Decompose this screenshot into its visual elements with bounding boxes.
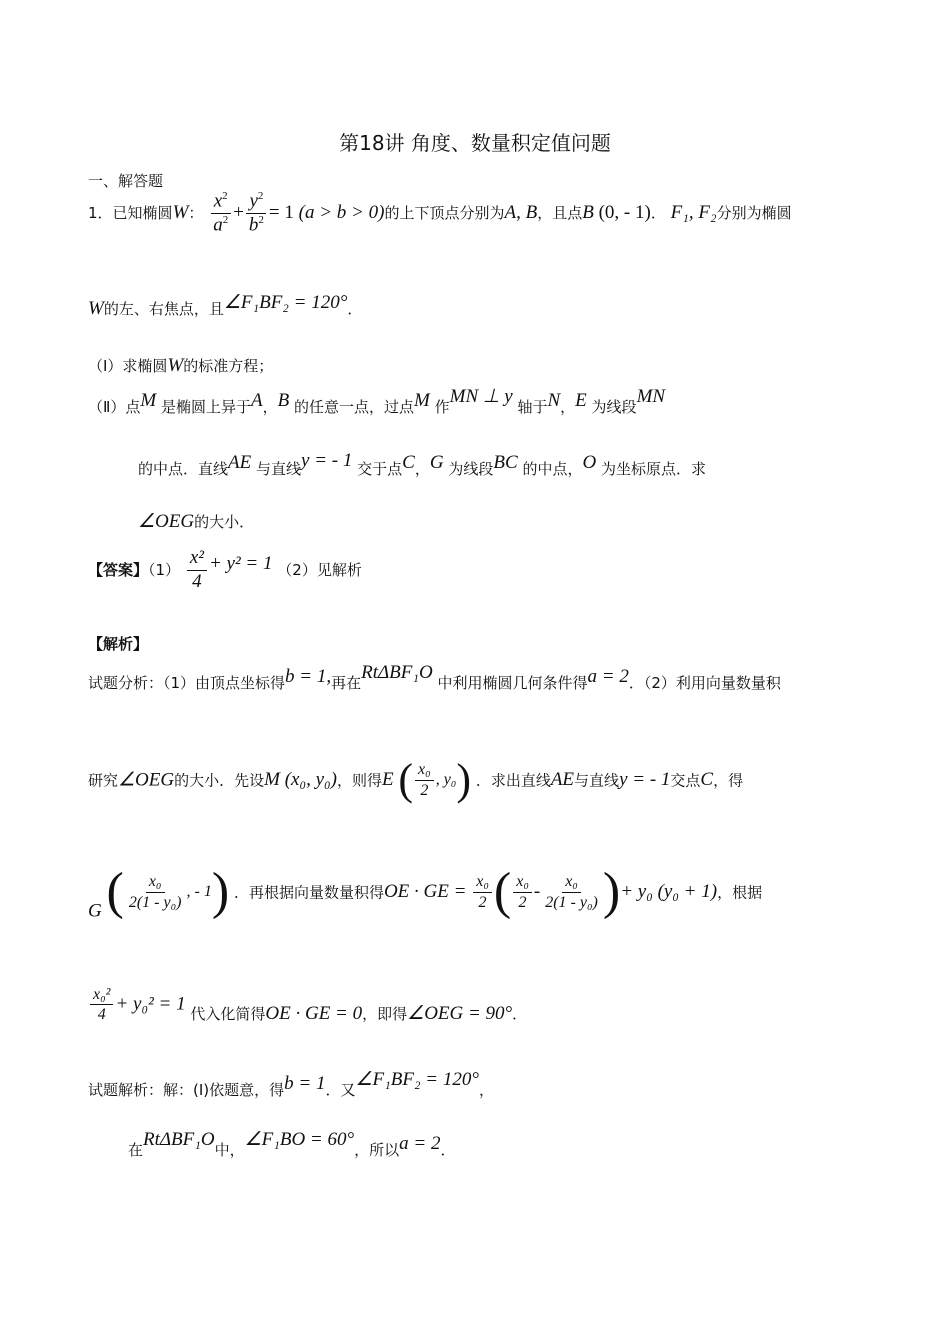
answer-equation: + y² = 1 bbox=[208, 552, 273, 574]
answer-line bbox=[88, 547, 362, 594]
math-AB: A, B bbox=[504, 202, 538, 224]
answer-text: （1） bbox=[148, 560, 181, 579]
analysis-text: 代入化简得 bbox=[190, 1005, 266, 1024]
frac-G-x: $\frac{\text{x₀}}{\text{2(1 - y₀)}}$ bbox=[128, 873, 182, 911]
frac-x0-over-2: $\frac{\text{x₀}}{2}$ bbox=[415, 760, 434, 799]
math-G: G bbox=[429, 452, 444, 473]
question-text: 为线段 bbox=[591, 398, 637, 416]
analysis-line-1 bbox=[88, 662, 781, 694]
math-B: B bbox=[277, 390, 290, 411]
problem-text: 的左、右焦点，且 bbox=[103, 300, 224, 318]
math-M: M bbox=[140, 390, 157, 411]
ellipse-frac-y: $\frac{y^2}{b^2}$ bbox=[246, 190, 267, 237]
analysis-text: 与直线 bbox=[574, 771, 620, 790]
math-MN: MN bbox=[636, 386, 666, 407]
math-angle-120: ∠F₁BF₂ = 120° bbox=[355, 1069, 479, 1090]
colon: ： bbox=[188, 204, 204, 223]
frac-x0sq-over-4: $\frac{\text{x₀²}}{4}$ bbox=[90, 985, 113, 1024]
question-text: 与直线 bbox=[256, 460, 302, 478]
analysis-line-6 bbox=[128, 1129, 456, 1161]
question-text: ， bbox=[560, 398, 576, 416]
math-M: M bbox=[414, 390, 430, 411]
math-angle-90: ∠OEG = 90° bbox=[407, 1003, 513, 1025]
question-text: ， bbox=[262, 398, 278, 416]
math-N: N bbox=[547, 390, 561, 411]
question-text: 的标准方程； bbox=[183, 357, 274, 375]
analysis-text: ．再根据向量数量积得 bbox=[233, 883, 384, 902]
math-B-coord: (0, - 1) bbox=[598, 202, 651, 224]
math-angle: ∠F₁BF₂ = 120° bbox=[223, 292, 348, 313]
math-y0: , y₀ bbox=[435, 771, 457, 788]
question-text: 是椭圆上异于 bbox=[161, 398, 252, 416]
question-text: 的中点， bbox=[522, 460, 583, 478]
analysis-text: ， bbox=[478, 1081, 494, 1099]
problem-text: 分别为椭圆 bbox=[716, 204, 792, 223]
question-text: 的中点．直线 bbox=[138, 460, 229, 478]
analysis-text: ． bbox=[512, 1005, 528, 1024]
frac-x0-over-2b: $\frac{\text{x₀}}{2}$ bbox=[513, 872, 532, 911]
math-b-eq-1: b = 1 bbox=[284, 1073, 326, 1094]
math-angle-OEG: ∠OEG bbox=[138, 511, 195, 532]
ellipse-condition: (a > b > 0) bbox=[298, 202, 385, 224]
math-neg1: , - 1 bbox=[186, 883, 212, 900]
question-2-line-1 bbox=[88, 386, 666, 418]
math-BC: BC bbox=[493, 452, 518, 473]
question-text: 的任意一点，过点 bbox=[294, 398, 415, 416]
math-y0sq: + y₀² = 1 bbox=[115, 993, 186, 1015]
answer-label: 【答案】 bbox=[88, 560, 149, 579]
analysis-text: ．求出直线 bbox=[475, 771, 551, 790]
question-text: 为坐标原点．求 bbox=[601, 460, 707, 478]
math-E: E bbox=[381, 769, 394, 790]
math-dot-product: OE · GE = bbox=[383, 881, 467, 902]
math-y-eq-neg1: y = - 1 bbox=[301, 450, 353, 471]
right-paren: ) bbox=[602, 863, 621, 920]
question-text: 为线段 bbox=[448, 460, 494, 478]
ellipse-frac-x: $\frac{x^2}{a^2}$ bbox=[210, 190, 231, 237]
analysis-line-5 bbox=[88, 1069, 494, 1101]
math-G: G bbox=[88, 900, 102, 922]
math-A: A bbox=[251, 390, 263, 411]
analysis-text: ，即得 bbox=[362, 1005, 408, 1024]
math-angle-OEG: ∠OEG bbox=[118, 769, 175, 791]
math-O: O bbox=[582, 452, 597, 473]
math-AE: AE bbox=[228, 452, 252, 473]
problem-text: ． bbox=[347, 300, 363, 318]
analysis-text: 的大小．先设 bbox=[174, 771, 265, 790]
left-paren: ( bbox=[398, 755, 414, 804]
math-y-eq-neg1: y = - 1 bbox=[619, 769, 671, 790]
answer-frac: $\frac{\text{x²}}{4}$ bbox=[187, 547, 207, 594]
section-heading: 一、解答题 bbox=[88, 172, 164, 190]
math-triangle: RtΔBF₁O bbox=[361, 662, 433, 683]
page-title: 第18讲 角度、数量积定值问题 bbox=[339, 131, 611, 155]
question-2-line-2 bbox=[138, 450, 707, 480]
math-dot-zero: OE · GE = 0 bbox=[265, 1003, 363, 1025]
analysis-text: 研究 bbox=[88, 771, 119, 790]
answer-text: （2）见解析 bbox=[277, 560, 362, 579]
left-paren: ( bbox=[493, 863, 512, 920]
question-text: （Ⅱ）点 bbox=[88, 398, 141, 416]
math-B: B bbox=[582, 202, 594, 224]
problem-line-2 bbox=[88, 292, 363, 320]
analysis-text: ，则得 bbox=[336, 771, 382, 790]
problem-line-1: 1．已知椭圆W： $\frac{x^2}{a^2}$ + $\frac{y^2}{b^2}$ = 1 (a > b > 0)的上下顶点分别为A, B，且点B (0, - 1)． F₁, F₂分别为椭圆 bbox=[88, 190, 792, 236]
math-MN-perp-y: MN ⊥ y bbox=[449, 386, 513, 407]
frac-x0-over-2: $\frac{\text{x₀}}{2}$ bbox=[473, 872, 492, 911]
left-paren: ( bbox=[106, 863, 124, 920]
question-text: 交于点 bbox=[357, 460, 403, 478]
analysis-text: 试题分析：（1）由顶点坐标得 bbox=[88, 674, 286, 692]
math-M-coord: (x₀, y₀) bbox=[284, 769, 337, 790]
problem-text: ，且点 bbox=[537, 204, 583, 223]
question-1 bbox=[88, 355, 273, 377]
question-2-line-3 bbox=[138, 510, 254, 533]
math-F1F2: F₁, F₂ bbox=[670, 202, 717, 224]
analysis-text: ．（2）利用向量数量积 bbox=[628, 674, 781, 692]
frac-x0-over-den: $\frac{\text{x₀}}{\text{2(1 - y₀)}}$ bbox=[545, 873, 598, 911]
math-AE: AE bbox=[550, 769, 575, 790]
analysis-text: ． bbox=[440, 1141, 456, 1159]
math-a-eq-2: a = 2 bbox=[587, 666, 629, 687]
question-text: ， bbox=[414, 460, 430, 478]
problem-text: 已知椭圆 bbox=[112, 204, 173, 223]
question-text: （Ⅰ）求椭圆 bbox=[88, 357, 168, 375]
math-E: E bbox=[575, 390, 587, 411]
analysis-text: ，得 bbox=[713, 771, 744, 790]
math-triangle: RtΔBF₁O bbox=[143, 1129, 215, 1150]
analysis-text: 再在 bbox=[331, 674, 362, 692]
math-C: C bbox=[402, 452, 415, 473]
math-C: C bbox=[700, 769, 714, 790]
question-text: 作 bbox=[434, 398, 450, 416]
analysis-label: 【解析】 bbox=[88, 635, 149, 653]
problem-text: ． bbox=[650, 204, 666, 223]
math-W: W bbox=[88, 298, 104, 319]
right-paren: ) bbox=[211, 863, 230, 920]
analysis-text: ，根据 bbox=[717, 883, 763, 902]
math-b-eq-1: b = 1, bbox=[285, 666, 332, 687]
math-W: W bbox=[167, 355, 184, 376]
analysis-text: 中利用椭圆几何条件得 bbox=[437, 674, 588, 692]
right-paren: ) bbox=[456, 755, 472, 804]
analysis-text: 在 bbox=[128, 1141, 144, 1159]
analysis-line-2 bbox=[88, 755, 744, 818]
question-text: 的大小． bbox=[194, 513, 255, 531]
analysis-text: ．又 bbox=[325, 1081, 356, 1099]
analysis-text: ，所以 bbox=[354, 1141, 400, 1159]
math-W: W bbox=[172, 202, 189, 224]
analysis-line-3 bbox=[88, 863, 763, 936]
math-M: M bbox=[264, 769, 280, 790]
analysis-text: 试题解析：解：(Ⅰ)依题意，得 bbox=[88, 1081, 285, 1099]
minus-sign: - bbox=[533, 881, 541, 902]
problem-text: 的上下顶点分别为 bbox=[384, 204, 505, 223]
problem-number: 1． bbox=[88, 204, 113, 223]
question-text: 轴于 bbox=[517, 398, 548, 416]
math-a-eq-2: a = 2 bbox=[399, 1133, 441, 1154]
analysis-text: 中， bbox=[214, 1141, 245, 1159]
analysis-text: 交点 bbox=[670, 771, 701, 790]
math-y0-term: + y₀ (y₀ + 1) bbox=[620, 881, 718, 902]
analysis-line-4 bbox=[88, 985, 527, 1025]
math-angle-60: ∠F₁BO = 60° bbox=[244, 1129, 355, 1150]
